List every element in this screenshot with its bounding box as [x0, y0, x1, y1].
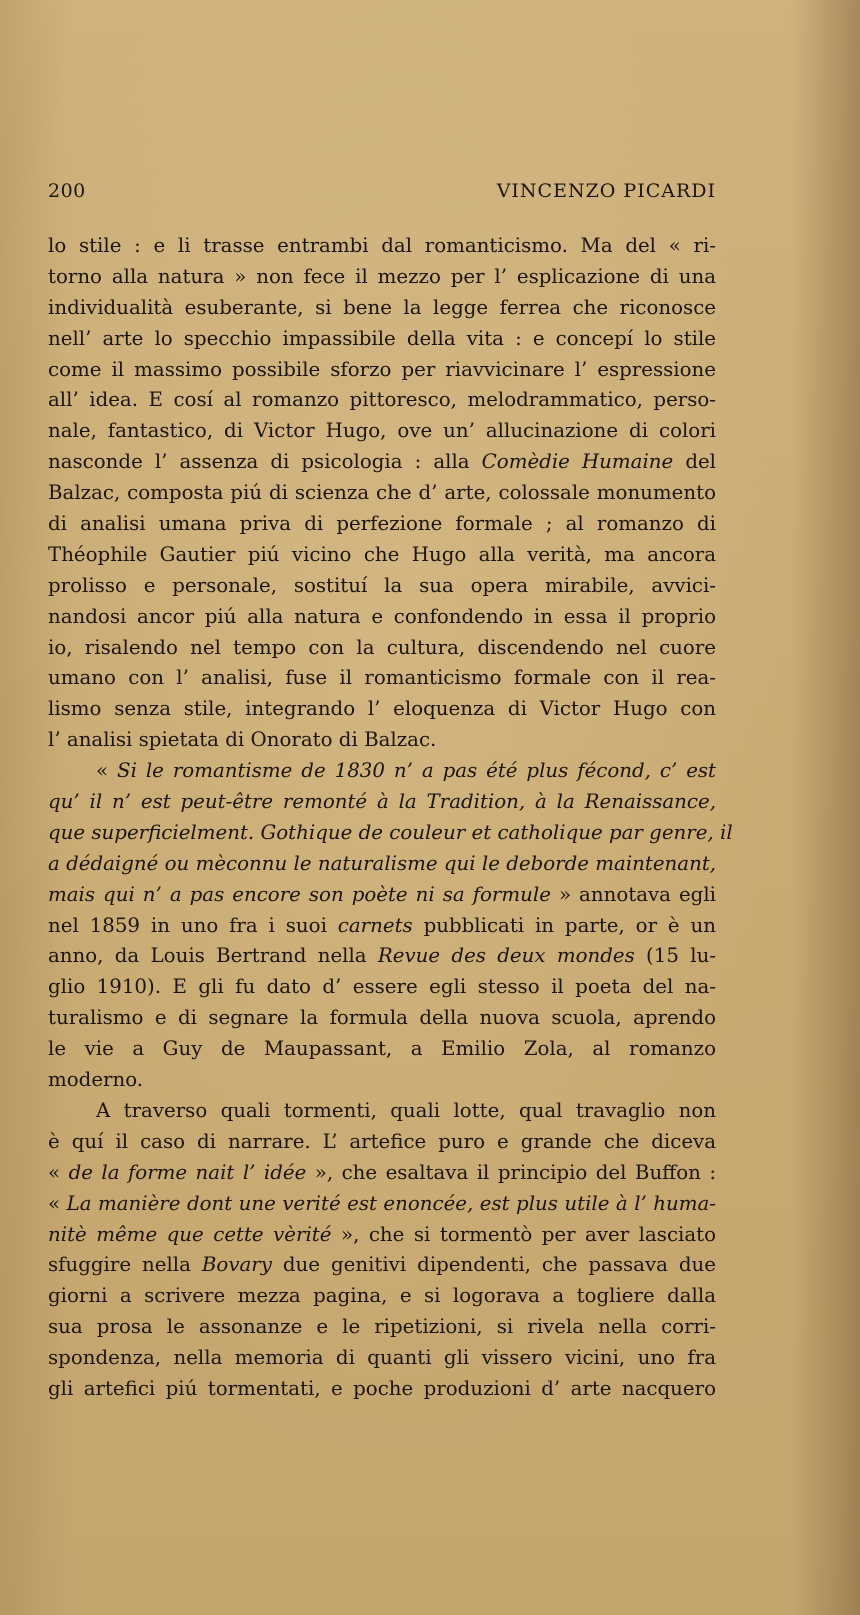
- text-line: lo stile : e li trasse entrambi dal romanticismo. Ma del « ri-: [48, 234, 716, 257]
- text-line: [48, 787, 716, 818]
- text-line: l’ analisi spietata di Onorato di Balzac.: [48, 728, 437, 752]
- text-line: Théophile Gautier piú vicino che Hugo alla verità, ma ancora: [48, 542, 716, 566]
- text-line: [48, 818, 733, 849]
- text-line: anno, da Louis Bertrand nella Revue des deux mondes (15 lu-: [48, 944, 716, 968]
- text-line: nel 1859 in uno fra i suoi carnets pubblicati in parte, or è un: [48, 913, 716, 937]
- italic-title: Comèdie Humaine: [481, 450, 674, 474]
- text-line: nell’ arte lo specchio impassibile della vita : e concepí lo stile: [48, 326, 716, 350]
- italic-term: carnets: [337, 913, 413, 937]
- text-line: le vie a Guy de Maupassant, a Emilio Zola, al romanzo: [48, 1037, 716, 1061]
- text-line: moderno.: [48, 1068, 144, 1092]
- italic-quote: nitè même que cette vèrité: [48, 1222, 332, 1246]
- text-line: nale, fantastico, di Victor Hugo, ove un’ allucinazione di colori: [48, 419, 716, 443]
- text-line: nandosi ancor piú alla natura e confondendo in essa il proprio: [48, 604, 716, 628]
- text-line: è quí il caso di narrare. L’ artefice puro e grande che diceva: [48, 1129, 716, 1153]
- text-line: gli artefici piú tormentati, e poche produzioni d’ arte nacquero: [48, 1376, 716, 1400]
- text-line: di analisi umana priva di perfezione formale ; al romanzo di: [48, 512, 716, 536]
- text-line: io, risalendo nel tempo con la cultura, discendendo nel cuore: [48, 635, 716, 659]
- body-text: [48, 231, 733, 1405]
- text-line: A traverso quali tormenti, quali lotte, qual travaglio non: [96, 1098, 716, 1122]
- text-line: giorni a scrivere mezza pagina, e si logorava a togliere dalla: [48, 1284, 716, 1308]
- text-line: come il massimo possibile sforzo per riavvicinare l’ espressione: [48, 357, 716, 381]
- text-line: Balzac, composta piú di scienza che d’ arte, colossale monumento: [48, 481, 716, 505]
- text-line: sfuggire nella Bovary due genitivi dipendenti, che passava due: [48, 1253, 716, 1277]
- text-line: glio 1910). E gli fu dato d’ essere egli stesso il poeta del na-: [48, 975, 716, 999]
- text-line: « La manière dont une verité est enoncée, est plus utile à l’ huma-: [48, 1191, 716, 1215]
- text-line: individualità esuberante, si bene la legge ferrea che riconosce: [48, 295, 716, 319]
- text-line: prolisso e personale, sostituí la sua opera mirabile, avvici-: [48, 573, 716, 597]
- running-head: VINCENZO PICARDI: [496, 180, 716, 202]
- italic-title: Revue des deux mondes: [377, 944, 635, 968]
- italic-quote: mais qui n’ a pas encore son poète ni sa formule: [48, 882, 551, 906]
- text-line: « Si le romantisme de 1830 n’ a pas été plus fécond, c’ est: [96, 759, 716, 783]
- italic-quote: que superficielment. Gothique de couleur et catholique par genre, il: [48, 820, 733, 844]
- text-line: torno alla natura » non fece il mezzo per l’ esplicazione di una: [48, 264, 716, 288]
- text-line: umano con l’ analisi, fuse il romanticismo formale con il rea-: [48, 666, 716, 690]
- text-line: sua prosa le assonanze e le ripetizioni, si rivela nella corri-: [48, 1315, 716, 1339]
- text-line: mais qui n’ a pas encore son poète ni sa formule » annotava egli: [48, 882, 716, 906]
- italic-quote: a dédaigné ou mèconnu le naturalisme qui le deborde maintenant,: [48, 851, 717, 875]
- text-line: nasconde l’ assenza di psicologia : alla Comèdie Humaine del: [48, 450, 717, 474]
- page-number: 200: [48, 180, 86, 202]
- text-line: turalismo e di segnare la formula della nuova scuola, aprendo: [48, 1006, 716, 1030]
- text-line: all’ idea. E cosí al romanzo pittoresco, melodrammatico, perso-: [48, 388, 716, 412]
- text-line: spondenza, nella memoria di quanti gli vissero vicini, uno fra: [48, 1346, 716, 1370]
- italic-quote: qu’ il n’ est peut-être remonté à la Tradition, à la Renaissance,: [48, 790, 716, 814]
- text-line: « de la forme nait l’ idée », che esaltava il principio del Buffon :: [48, 1160, 717, 1184]
- page-header: [48, 180, 716, 210]
- italic-title: Bovary: [201, 1253, 272, 1277]
- italic-quote: La manière dont une verité est enoncée, est plus utile à l’ huma-: [66, 1191, 716, 1215]
- italic-quote: Si le romantisme de 1830 n’ a pas été plus fécond, c’ est: [117, 759, 716, 783]
- italic-quote: de la forme nait l’ idée: [68, 1160, 307, 1184]
- text-line: [48, 849, 716, 880]
- text-line: nitè même que cette vèrité », che si tormentò per aver lasciato: [48, 1222, 717, 1246]
- text-line: lismo senza stile, integrando l’ eloquenza di Victor Hugo con: [48, 697, 716, 721]
